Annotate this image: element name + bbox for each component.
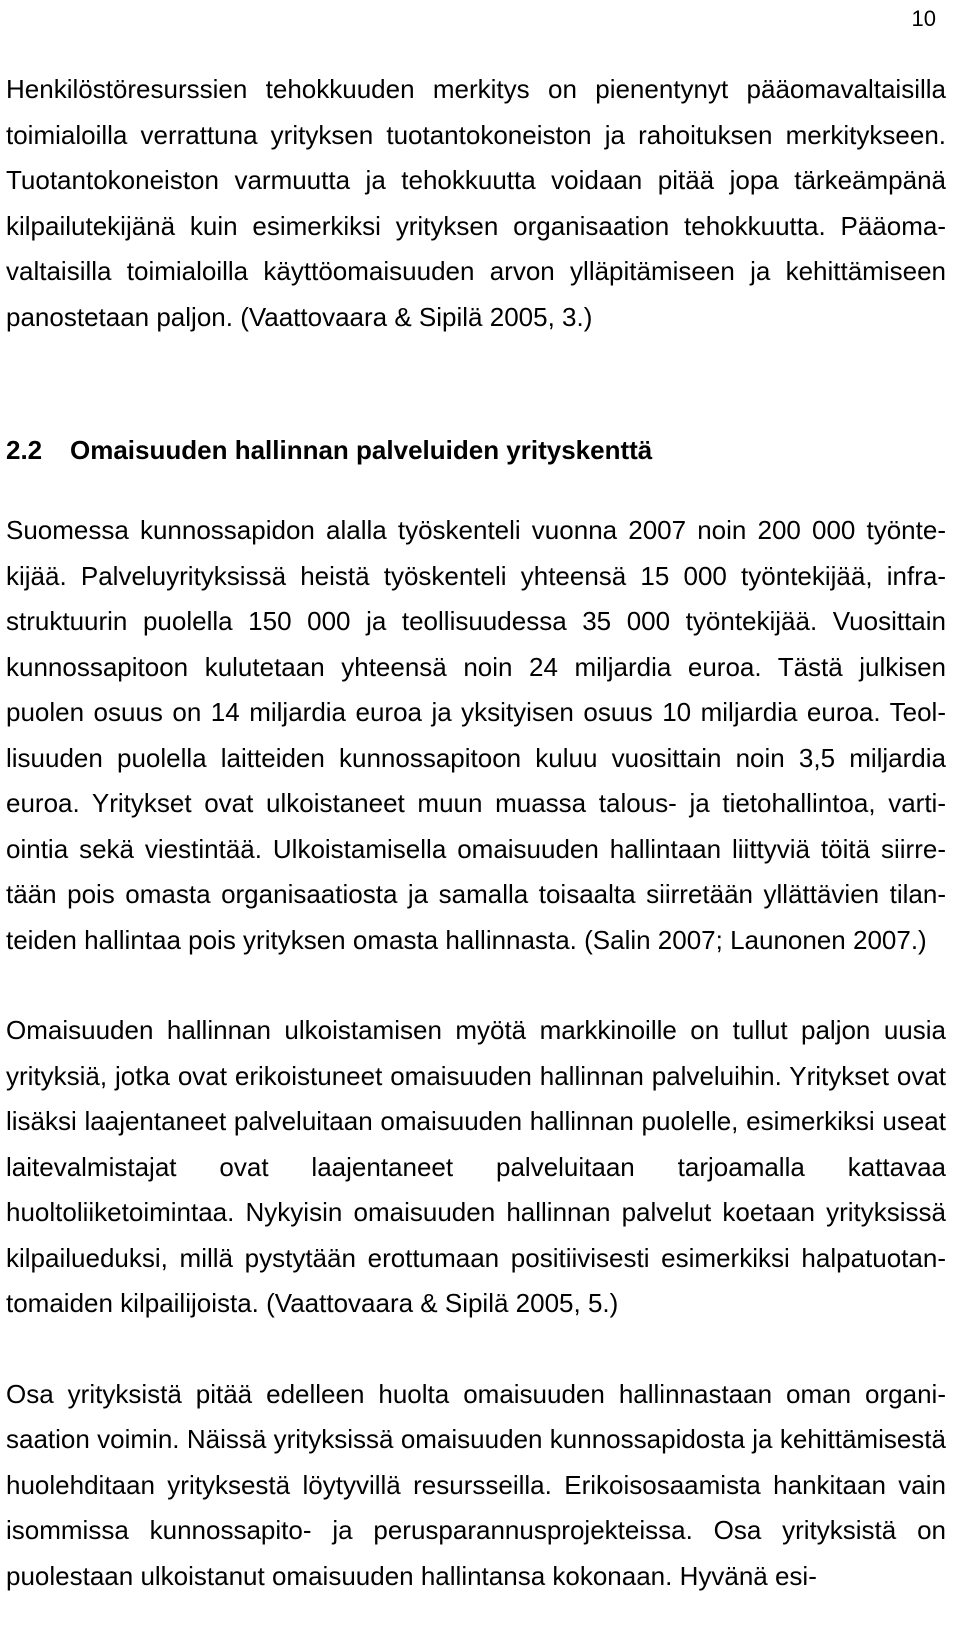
paragraph-capital-intensive-industries: Henkilöstöresurssien tehokkuuden merkitys on pienentynyt pääomavaltaisilla toimialoilla verrattuna yrityksen tuotantokoneiston ja rahoituksen merkitykseen. Tuotantokoneiston varmuutta ja tehokkuutta voidaan pitää jopa tärkeämpänä kilpailutekijänä kuin esimerkiksi yrityksen organisaation tehokkuutta. Pääomavaltaisilla toimialoilla käyttöomaisuuden arvon ylläpitämiseen ja kehittämiseen panostetaan paljon. (Vaattovaara & Sipilä 2005, 3.) (6, 74, 946, 332)
paragraph-maintenance-industry-figures: Suomessa kunnossapidon alalla työskenteli vuonna 2007 noin 200 000 työntekijää. Palveluyrityksissä heistä työskenteli yhteensä 15 000 työntekijää, infrastruktuurin puolella 150 000 ja teollisuudessa 35 000 työntekijää. Vuosittain kunnossapitoon kulutetaan yhteensä noin 24 miljardia euroa. Tästä julkisen puolen osuus on 14 miljardia euroa ja yksityisen osuus 10 miljardia euroa. Teollisuuden puolella laitteiden kunnossapitoon kuluu vuosittain noin 3,5 miljardia euroa. Yritykset ovat ulkoistaneet muun muassa talous- ja tietohallintoa, vartiointia sekä viestintää. Ulkoistamisella omaisuuden hallintaan liittyviä töitä siirretään pois omasta organisaatiosta ja samalla toisaalta siirretään yllättävien tilanteiden hallintaa pois yrityksen omasta hallinnasta. (Salin 2007; Launonen 2007.) (6, 515, 946, 955)
section-title: Omaisuuden hallinnan palveluiden yrityskenttä (70, 435, 653, 465)
page-number: 10 (911, 6, 936, 31)
paragraph-in-house-asset-management: Osa yrityksistä pitää edelleen huolta omaisuuden hallinnastaan oman organisaation voimin. Näissä yrityksissä omaisuuden kunnossapidosta ja kehittämisestä huolehditaan yrityksestä löytyvillä resursseilla. Erikoisosaamista hankitaan vain isommissa kunnossapito- ja perusparannusprojekteissa. Osa yrityksistä on puolestaan ulkoistanut omaisuuden hallintansa kokonaan. Hyvänä esi- (6, 1378, 946, 1591)
paragraph-outsourcing-market: Omaisuuden hallinnan ulkoistamisen myötä markkinoille on tullut paljon uusia yrityksiä, jotka ovat erikoistuneet omaisuuden hallinnan palveluihin. Yritykset ovat lisäksi laajentaneet palveluitaan omaisuuden hallinnan puolelle, esimerkiksi useat laitevalmistajat ovat laajentaneet palveluitaan tarjoamalla kattavaa huoltoliiketoimintaa. Nykyisin omaisuuden hallinnan palvelut koetaan yrityksissä kilpailueduksi, millä pystytään erottumaan positiivisesti esimerkiksi halpatuotantomaiden kilpailijoista. (Vaattovaara & Sipilä 2005, 5.) (6, 1015, 946, 1318)
page-content (6, 67, 946, 1599)
spacer (6, 340, 946, 428)
section-heading (6, 428, 946, 473)
section-number: 2.2 (6, 435, 43, 465)
spacer (6, 473, 946, 508)
